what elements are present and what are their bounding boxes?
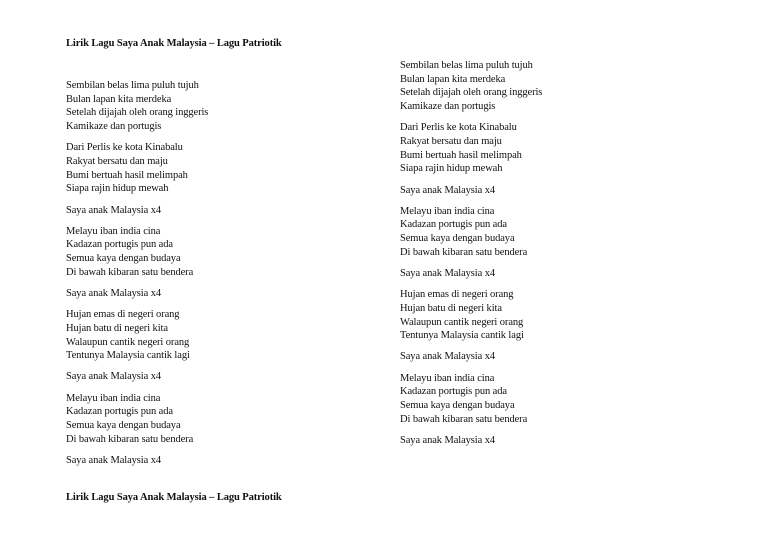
lyric-line: Saya anak Malaysia x4 xyxy=(400,267,495,279)
lyric-line: Melayu iban india cina xyxy=(400,372,495,384)
lyric-line: Saya anak Malaysia x4 xyxy=(66,454,161,466)
lyric-line: Siapa rajin hidup mewah xyxy=(400,163,503,175)
lyric-line: Sembilan belas lima puluh tujuh xyxy=(400,60,533,71)
lyric-line: Kadazan portugis pun ada xyxy=(66,239,173,251)
lyric-line: Tentunya Malaysia cantik lagi xyxy=(66,350,190,362)
lyric-stanza xyxy=(400,288,700,343)
lyric-line: Di bawah kibaran satu bendera xyxy=(400,246,528,258)
lyric-line: Saya anak Malaysia x4 xyxy=(400,351,495,363)
lyric-line: Bumi bertuah hasil melimpah xyxy=(400,149,522,161)
lyric-stanza xyxy=(400,184,700,198)
lyric-stanza xyxy=(66,370,366,384)
lyric-line: Hujan emas di negeri orang xyxy=(400,289,514,301)
lyric-stanza xyxy=(400,205,700,260)
lyric-line: Kamikaze dan portugis xyxy=(66,121,162,133)
lyric-stanza xyxy=(400,59,700,114)
lyric-line: Kadazan portugis pun ada xyxy=(66,406,173,418)
lyric-line: Setelah dijajah oleh orang inggeris xyxy=(66,107,209,119)
lyric-line: Rakyat bersatu dan maju xyxy=(66,155,168,167)
lyric-line: Setelah dijajah oleh orang inggeris xyxy=(400,87,543,99)
lyric-line: Hujan batu di negeri kita xyxy=(66,322,168,334)
lyric-line: Saya anak Malaysia x4 xyxy=(400,434,495,446)
lyric-line: Di bawah kibaran satu bendera xyxy=(400,413,528,425)
lyric-stanza xyxy=(400,267,700,281)
lyric-line: Kamikaze dan portugis xyxy=(400,101,496,113)
lyric-line: Siapa rajin hidup mewah xyxy=(66,183,169,195)
lyric-stanza xyxy=(66,308,366,363)
lyric-line: Di bawah kibaran satu bendera xyxy=(66,433,194,445)
lyric-line: Hujan batu di negeri kita xyxy=(400,302,502,314)
lyric-line: Bulan lapan kita merdeka xyxy=(400,73,506,85)
lyric-line: Kadazan portugis pun ada xyxy=(400,219,507,231)
lyric-line: Bulan lapan kita merdeka xyxy=(66,93,172,105)
lyric-stanza xyxy=(400,121,700,176)
lyric-stanza xyxy=(66,79,366,134)
lyric-line: Semua kaya dengan budaya xyxy=(400,399,515,411)
lyric-line: Tentunya Malaysia cantik lagi xyxy=(400,330,524,342)
lyric-line: Walaupun cantik negeri orang xyxy=(66,336,190,348)
lyric-line: Hujan emas di negeri orang xyxy=(66,309,180,321)
lyric-line: Melayu iban india cina xyxy=(400,205,495,217)
page-title: Lirik Lagu Saya Anak Malaysia – Lagu Patriotik xyxy=(66,38,282,49)
lyric-stanza xyxy=(66,454,366,468)
lyric-line: Dari Perlis ke kota Kinabalu xyxy=(400,122,517,134)
lyric-stanza xyxy=(66,141,366,196)
lyric-stanza xyxy=(400,434,700,448)
lyric-stanza xyxy=(66,392,366,447)
lyric-line: Semua kaya dengan budaya xyxy=(66,419,181,431)
lyric-stanza xyxy=(66,287,366,301)
lyric-line: Saya anak Malaysia x4 xyxy=(66,287,161,299)
lyric-line: Rakyat bersatu dan maju xyxy=(400,135,502,147)
lyric-line: Bumi bertuah hasil melimpah xyxy=(66,169,188,181)
lyric-line: Melayu iban india cina xyxy=(66,392,161,404)
lyric-line: Melayu iban india cina xyxy=(66,225,161,237)
lyrics-column-right xyxy=(400,59,700,455)
lyric-line: Kadazan portugis pun ada xyxy=(400,386,507,398)
lyric-line: Semua kaya dengan budaya xyxy=(66,253,181,265)
lyric-stanza xyxy=(66,204,366,218)
lyric-line: Sembilan belas lima puluh tujuh xyxy=(66,80,199,91)
lyric-line: Saya anak Malaysia x4 xyxy=(66,204,161,216)
lyric-line: Di bawah kibaran satu bendera xyxy=(66,266,194,278)
lyrics-column-left xyxy=(66,79,366,475)
footer-title: Lirik Lagu Saya Anak Malaysia – Lagu Patriotik xyxy=(66,492,282,503)
lyric-line: Saya anak Malaysia x4 xyxy=(66,371,161,383)
lyric-line: Dari Perlis ke kota Kinabalu xyxy=(66,142,183,154)
lyric-line: Semua kaya dengan budaya xyxy=(400,233,515,245)
lyric-stanza xyxy=(66,225,366,280)
lyric-stanza xyxy=(400,372,700,427)
lyric-line: Walaupun cantik negeri orang xyxy=(400,316,524,328)
lyric-line: Saya anak Malaysia x4 xyxy=(400,184,495,196)
lyric-stanza xyxy=(400,350,700,364)
